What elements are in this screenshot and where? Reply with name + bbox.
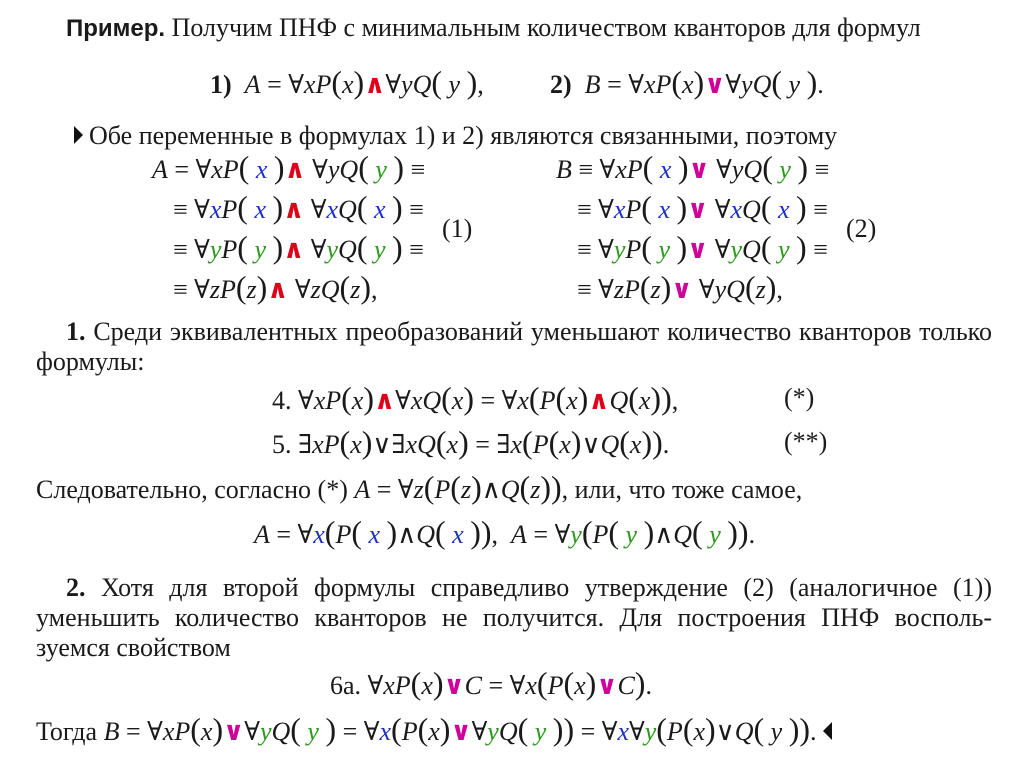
title-lead: Пример. (66, 15, 166, 42)
eq-label-1: (1) (442, 214, 473, 243)
point-2-number: 2. (66, 573, 86, 602)
rule-5-label: 5. (272, 430, 292, 459)
conclusion-line: Следовательно, согласно (*) A = ∀z(P(z)∧Q(z)), или, что тоже самое, (36, 469, 803, 505)
derivation-b-line-3: ≡ ∀yP( y )∨ ∀yQ( y ) ≡ (577, 229, 828, 265)
bullet-triangle-icon (74, 126, 83, 144)
rule-4-tag: (*) (784, 383, 815, 412)
formula-2-label: 2) (550, 70, 572, 99)
rule-6a: 6а. ∀xP(x)∨C = ∀x(P(x)∨C). (330, 665, 652, 701)
end-triangle-icon (823, 722, 832, 740)
rule-5: 5. ∃xP(x)∨∃xQ(x) = ∃x(P(x)∨Q(x)). (272, 424, 670, 460)
derivation-a-line-2: ≡ ∀xP( x )∧ ∀xQ( x ) ≡ (173, 189, 424, 225)
rule-4-label: 4. (272, 386, 292, 415)
conclusion-tail: , или, что тоже самое, (561, 475, 803, 504)
rule-6a-label: 6а. (330, 671, 362, 700)
point-1-text: Среди эквивалентных преобразований уменьшают количество кванторов только формулы: (36, 317, 992, 376)
equivalent-forms: A = ∀x(P( x )∧Q( x )), A = ∀y(P( y )∧Q( y )). (254, 514, 756, 550)
final-line: Тогда B = ∀xP(x)∨∀yQ( y ) = ∀x(P(x)∨∀yQ( y )) = ∀x∀y(P(x)∨Q( y )). (36, 714, 832, 747)
conclusion-lead: Следовательно, согласно (*) (36, 475, 348, 504)
formula-1: 1) A = ∀xP(x)∧∀yQ( y ), (210, 64, 484, 100)
point-2-paragraph (36, 573, 992, 663)
derivation-a-line-1: A = ∀xP( x )∧ ∀yQ( y ) ≡ (152, 149, 426, 185)
derivation-b-line-4: ≡ ∀zP(z)∨ ∀yQ(z), (577, 269, 783, 305)
formula-2: 2) B = ∀xP(x)∨∀yQ( y ). (550, 64, 824, 100)
derivation-b-line-2: ≡ ∀xP( x )∨ ∀xQ( x ) ≡ (577, 189, 828, 225)
slide-title (66, 13, 921, 44)
point-1-paragraph (36, 317, 992, 377)
derivation-a-line-3: ≡ ∀yP( y )∧ ∀yQ( y ) ≡ (173, 229, 424, 265)
rule-5-tag: (**) (784, 427, 828, 456)
intro-text: Обе переменные в формулах 1) и 2) являются связанными, поэтому (89, 121, 838, 150)
derivation-b-line-1: B ≡ ∀xP( x )∨ ∀yQ( y ) ≡ (556, 149, 830, 185)
eq-label-2: (2) (846, 214, 877, 243)
rule-4: 4. ∀xP(x)∧∀xQ(x) = ∀x(P(x)∧Q(x)), (272, 380, 679, 416)
intro-line (74, 121, 837, 151)
point-1-number: 1. (66, 317, 86, 346)
final-lead: Тогда (36, 717, 98, 746)
derivation-a-line-4: ≡ ∀zP(z)∧ ∀zQ(z), (173, 269, 378, 305)
title-text: Получим ПНФ с минимальным количеством кванторов для формул (165, 13, 921, 42)
point-2-text: Хотя для второй формулы справедливо утверждение (2) (аналогичное (1)) уменьшить количество кванторов не получится. Для построения ПНФ восполь-зуемся свойством (36, 573, 992, 662)
formula-1-label: 1) (210, 70, 232, 99)
